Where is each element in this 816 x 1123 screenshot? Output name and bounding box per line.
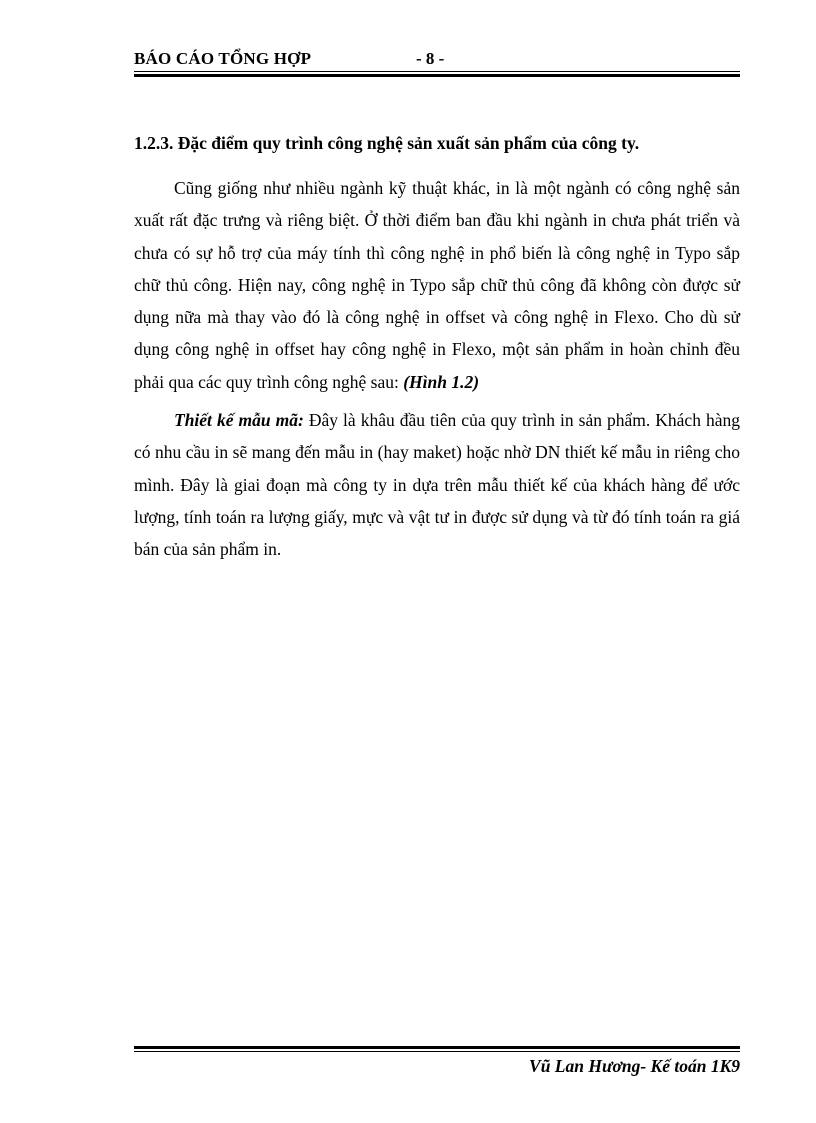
page-header: [134, 47, 740, 73]
paragraph-design-text: Đây là khâu đầu tiên của quy trình in sản phẩm. Khách hàng có nhu cầu in sẽ mang đến mẫu in (hay maket) hoặc nhờ DN thiết kế mẫu in riêng cho mình. Đây là giai đoạn mà công ty in dựa trên mẫu thiết kế của khách hàng để ước lượng, tính toán ra lượng giấy, mực và vật tư in được sử dụng và từ đó tính toán ra giá bán của sản phẩm in.: [134, 410, 740, 560]
paragraph-technology-intro: [134, 172, 740, 398]
footer-author: Vũ Lan Hương- Kế toán 1K9: [529, 1056, 740, 1076]
footer-rule-thin: [134, 1051, 740, 1052]
page-body: [134, 130, 740, 572]
header-rule-thin: [134, 71, 740, 72]
page-number: - 8 -: [416, 49, 445, 68]
paragraph-technology-text: Cũng giống như nhiều ngành kỹ thuật khác, in là một ngành có công nghệ sản xuất rất đặc trưng và riêng biệt. Ở thời điểm ban đầu khi ngành in chưa phát triển và chưa có sự hỗ trợ của máy tính thì công nghệ in phổ biến là công nghệ in Typo sắp chữ thủ công. Hiện nay, công nghệ in Typo sắp chữ thủ công đã không còn được sử dụng nữa mà thay vào đó là công nghệ in offset và công nghệ in Flexo. Cho dù sử dụng công nghệ in offset hay công nghệ in Flexo, một sản phẩm in hoàn chỉnh đều phải qua các quy trình công nghệ sau:: [134, 178, 740, 392]
section-heading: 1.2.3. Đặc điểm quy trình công nghệ sản xuất sản phẩm của công ty.: [134, 133, 640, 153]
paragraph-design: [134, 404, 740, 565]
design-lead-term: Thiết kế mẫu mã:: [174, 410, 304, 431]
footer-rule-thick: [134, 1046, 740, 1049]
report-title: BÁO CÁO TỔNG HỢP: [134, 49, 312, 68]
figure-reference: (Hình 1.2): [403, 371, 480, 392]
header-rule-thick: [134, 74, 740, 77]
